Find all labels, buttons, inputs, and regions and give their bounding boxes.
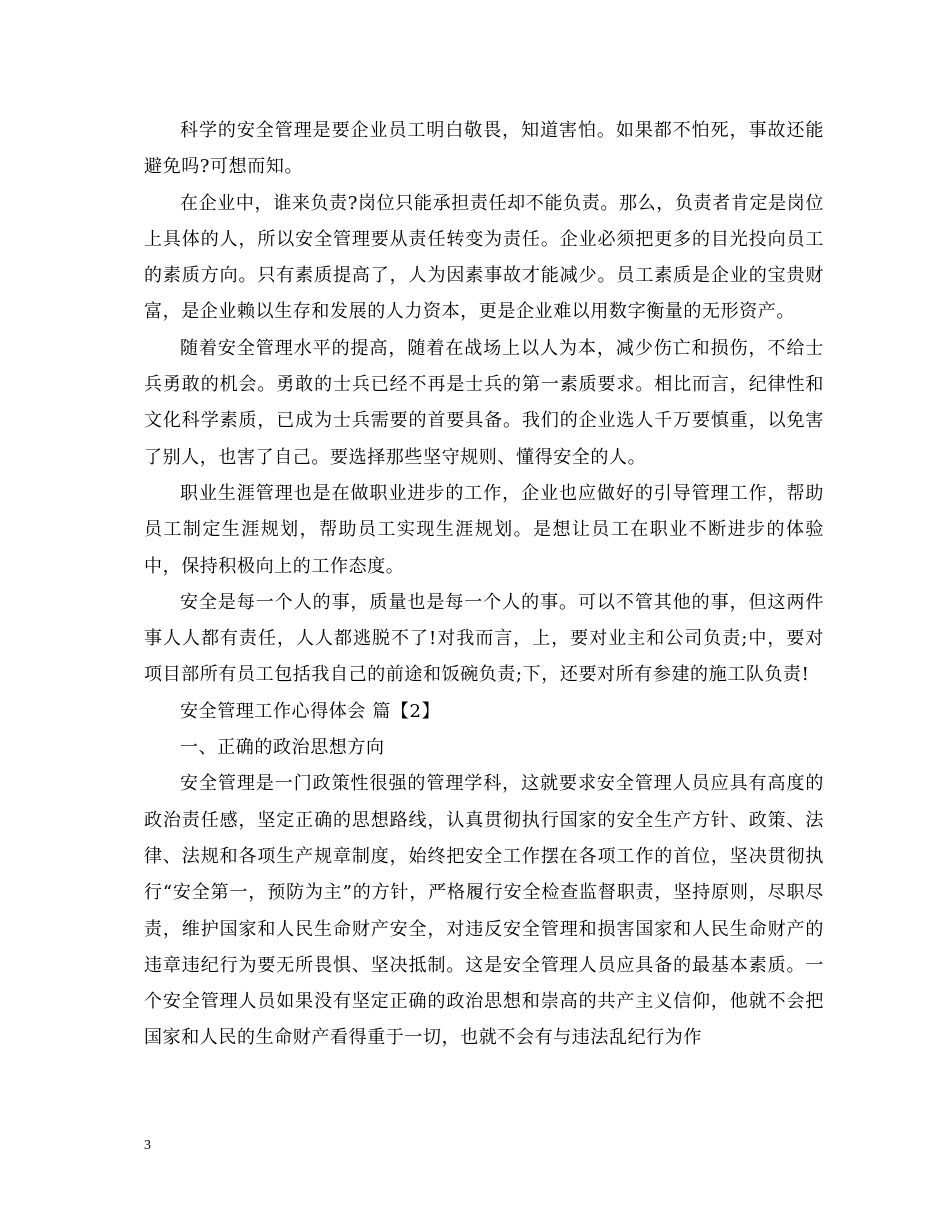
paragraph-career-management: 职业生涯管理也是在做职业进步的工作，企业也应做好的引导管理工作，帮助员工制定生涯规划，帮助员工实现生涯规划。是想让员工在职业不断进步的体验中，保持积极向上的工作态度。 [144,482,824,577]
paragraph-soldier-quality: 随着安全管理水平的提高，随着在战场上以人为本，减少伤亡和损伤，不给士兵勇敢的机会。勇敢的士兵已经不再是士兵的第一素质要求。相比而言，纪律性和文化科学素质，已成为士兵需要的首要具备。我们的企业选人千万要慎重，以免害了别人，也害了自己。要选择那些坚守规则、懂得安全的人。 [144,337,824,468]
paragraph-responsibility: 在企业中，谁来负责?岗位只能承担责任却不能负责。那么，负责者肯定是岗位上具体的人，所以安全管理要从责任转变为责任。企业必须把更多的目光投向员工的素质方向。只有素质提高了，人为因素事故才能减少。员工素质是企业的宝贵财富，是企业赖以生存和发展的人力资本，更是企业难以用数字衡量的无形资产。 [144,192,824,323]
page-number: 3 [144,1138,151,1153]
paragraph-political-direction: 安全管理是一门政策性很强的管理学科，这就要求安全管理人员应具有高度的政治责任感，坚定正确的思想路线，认真贯彻执行国家的安全生产方针、政策、法律、法规和各项生产规章制度，始终把安全工作摆在各项工作的首位，坚决贯彻执行“安全第一，预防为主”的方针，严格履行安全检查监督职责，坚持原则，尽职尽责，维护国家和人民生命财产安全，对违反安全管理和损害国家和人民生命财产的违章违纪行为要无所畏惧、坚决抵制。这是安全管理人员应具备的最基本素质。一个安全管理人员如果没有坚定正确的政治思想和崇高的共产主义信仰，他就不会把国家和人民的生命财产看得重于一切，也就不会有与违法乱纪行为作 [144,773,824,1049]
paragraph-everyone-responsible: 安全是每一个人的事，质量也是每一个人的事。可以不管其他的事，但这两件事人人都有责任，人人都逃脱不了!对我而言，上，要对业主和公司负责;中，要对项目部所有员工包括我自己的前途和饭碗负责;下，还要对所有参建的施工队负责! [144,591,824,686]
page-content [144,113,824,1057]
paragraph-awe: 科学的安全管理是要企业员工明白敬畏，知道害怕。如果都不怕死，事故还能避免吗?可想而知。 [144,120,824,178]
subheading: 一、正确的政治思想方向 [180,737,385,759]
section-title: 安全管理工作心得体会 篇【2】 [180,700,441,722]
